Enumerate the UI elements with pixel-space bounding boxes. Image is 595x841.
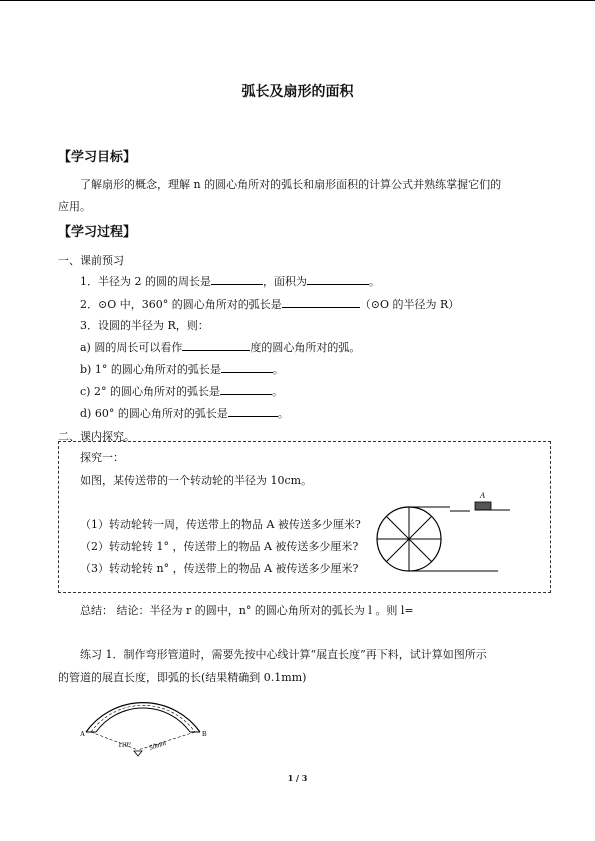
page-number: 1 / 3 [287, 773, 308, 783]
pipe-label-b: B [202, 730, 207, 738]
explore-intro: 如图，某传送带的一个转动轮的半径为 10cm。 [80, 474, 313, 487]
explore-q1: （1）转动轮转一周，传送带上的物品 A 被传送多少厘米? [80, 518, 361, 531]
question-d: d) 60° 的圆心角所对的弧长是 。 [80, 407, 289, 420]
question-2: 2．⊙O 中，360° 的圆心角所对的弧长是 （⊙O 的半径为 R） [80, 298, 460, 311]
preview-title: 一、课前预习 [58, 254, 124, 267]
goals-heading: 【学习目标】 [58, 150, 137, 165]
goals-text-line1: 了解扇形的概念，理解 n 的圆心角所对的弧长和扇形面积的计算公式并熟练掌握它们的 [80, 178, 502, 191]
top-rule [0, 0, 595, 1]
exercise-line1: 练习 1．制作弯形管道时，需要先按中心线计算“展直长度”再下料，试计算如图所示 [80, 648, 487, 661]
blank-2deg-arc[interactable] [220, 383, 272, 395]
blank-1deg-arc[interactable] [221, 361, 273, 373]
exercise-line2: 的管道的展直长度，即弧的长(结果精确到 0.1mm) [58, 671, 307, 684]
question-b: b) 1° 的圆心角所对的弧长是 。 [80, 363, 284, 376]
pipe-radius-label: 50mm [148, 739, 167, 752]
page-title: 弧长及扇形的面积 [241, 84, 354, 100]
process-heading: 【学习过程】 [58, 225, 137, 240]
blank-circumference[interactable] [211, 273, 263, 285]
pipe-label-a: A [80, 730, 86, 738]
goals-text-line2: 应用。 [58, 200, 91, 213]
summary: 总结： 结论：半径为 r 的圆中，n° 的圆心角所对的弧长为 l 。则 l= [80, 604, 414, 617]
question-c: c) 2° 的圆心角所对的弧长是 。 [80, 385, 283, 398]
blank-360-arc[interactable] [282, 296, 360, 308]
blank-60deg-arc[interactable] [228, 405, 278, 417]
explore-q3: （3）转动轮转 n° ，传送带上的物品 A 被传送多少厘米? [80, 562, 359, 575]
conveyor-wheel-figure [370, 488, 510, 578]
blank-degrees[interactable] [182, 339, 250, 351]
explore-title: 二、课内探究。 [58, 430, 135, 443]
explore-label: 探究一： [80, 451, 124, 464]
blank-area[interactable] [307, 273, 369, 285]
question-1: 1．半径为 2 的圆的周长是 ，面积为 。 [80, 275, 380, 288]
pipe-angle-label: 110° [118, 741, 132, 749]
figure-label-a: A [480, 491, 485, 500]
question-a: a) 圆的周长可以看作 度的圆心角所对的弧。 [80, 341, 361, 354]
explore-q2: （2）转动轮转 1° ，传送带上的物品 A 被传送多少厘米? [80, 540, 359, 553]
question-3: 3．设圆的半径为 R，则： [80, 319, 209, 332]
pipe-bend-figure [78, 688, 218, 756]
